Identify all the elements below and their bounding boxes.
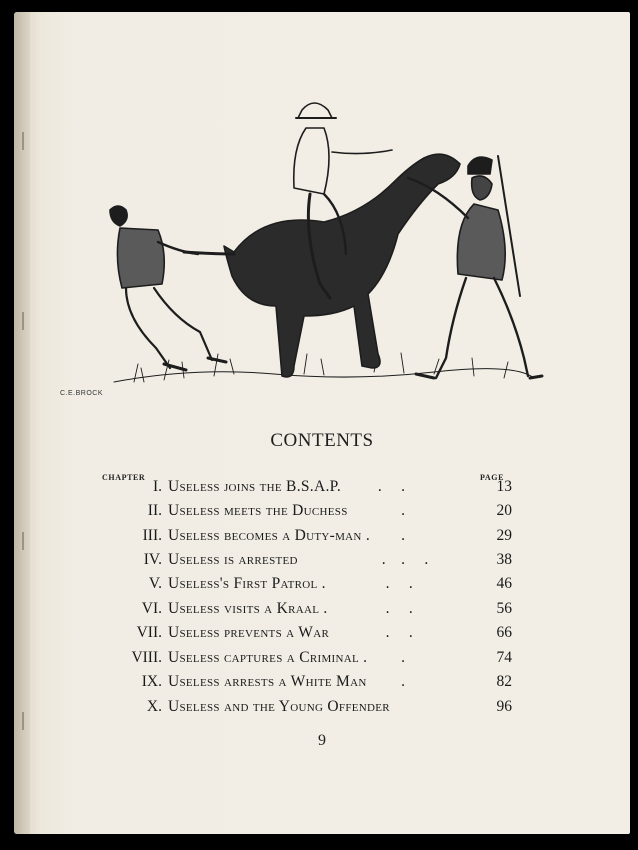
- chapter-title: Useless arrests a White Man: [168, 673, 367, 690]
- chapter-title: Useless meets the Duchess: [168, 502, 348, 519]
- chapter-title: Useless becomes a Duty-man .: [168, 527, 371, 544]
- leader-dots: . .: [374, 478, 405, 495]
- leader-dots: .: [374, 649, 405, 666]
- book-page: [14, 12, 630, 834]
- chapter-number: V.: [148, 575, 162, 592]
- chapter-number: I.: [152, 478, 162, 495]
- left-figure: [110, 206, 226, 370]
- leader-dots: . . .: [374, 551, 429, 568]
- toc-entry: [14, 649, 630, 673]
- chapter-number: VIII.: [131, 649, 162, 666]
- chapter-title: Useless prevents a War: [168, 624, 330, 641]
- chapter-header: CHAPTER: [102, 473, 146, 482]
- chapter-title: Useless is arrested: [168, 551, 298, 568]
- chapter-page: 13: [496, 478, 512, 495]
- toc-entry: [14, 600, 630, 624]
- chapter-title: Useless and the Young Offender: [168, 698, 390, 715]
- toc-entry: [14, 478, 630, 502]
- chapter-page: 66: [496, 624, 512, 641]
- toc-entry: [14, 551, 630, 575]
- toc-entry: [14, 624, 630, 648]
- leader-dots: .: [374, 527, 405, 544]
- chapter-number: VII.: [136, 624, 162, 641]
- chapter-title: Useless's First Patrol .: [168, 575, 326, 592]
- chapter-number: X.: [146, 698, 162, 715]
- binding-stitch: [22, 132, 24, 150]
- illustrator-credit: C.E.BROCK: [60, 390, 104, 397]
- chapter-number: IX.: [141, 673, 162, 690]
- chapter-page: 82: [496, 673, 512, 690]
- toc-entry: [14, 673, 630, 697]
- leader-dots: .: [374, 673, 405, 690]
- page-number: 9: [318, 732, 326, 749]
- chapter-page: 74: [496, 649, 512, 666]
- chapter-number: II.: [147, 502, 162, 519]
- leader-dots: . .: [374, 600, 413, 617]
- chapter-number: VI.: [141, 600, 162, 617]
- contents-title: CONTENTS: [270, 430, 374, 451]
- chapter-page: 56: [496, 600, 512, 617]
- toc-entry: [14, 502, 630, 526]
- toc-entry: [14, 698, 630, 722]
- chapter-title: Useless visits a Kraal .: [168, 600, 328, 617]
- toc-entry: [14, 527, 630, 551]
- chapter-page: 20: [496, 502, 512, 519]
- chapter-title: Useless joins the B.S.A.P.: [168, 478, 342, 495]
- chapter-number: III.: [142, 527, 162, 544]
- binding-stitch: [22, 312, 24, 330]
- chapter-page: 38: [496, 551, 512, 568]
- leader-dots: . .: [374, 624, 413, 641]
- leader-dots: . .: [374, 575, 413, 592]
- chapter-number: IV.: [143, 551, 162, 568]
- toc-entry: [14, 575, 630, 599]
- chapter-page: 46: [496, 575, 512, 592]
- leader-dots: .: [374, 502, 405, 519]
- chapter-page: 29: [496, 527, 512, 544]
- chapter-page: 96: [496, 698, 512, 715]
- chapter-title: Useless captures a Criminal .: [168, 649, 368, 666]
- soldier-horse-illustration: [74, 82, 544, 412]
- page-header: PAGE: [480, 473, 505, 482]
